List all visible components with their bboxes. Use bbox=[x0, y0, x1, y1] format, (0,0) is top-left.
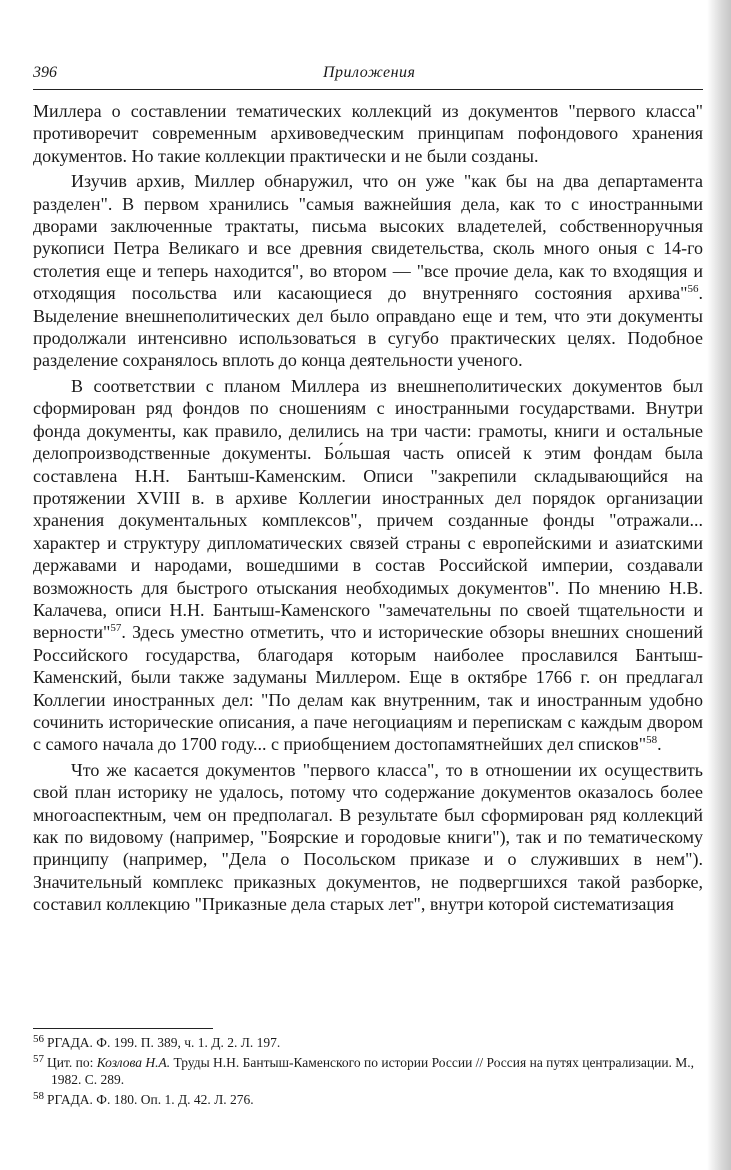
footnote-ref-58: 58 bbox=[646, 734, 658, 747]
footnote-text: РГАДА. Ф. 180. Оп. 1. Д. 42. Л. 276. bbox=[47, 1092, 254, 1107]
header-rule bbox=[33, 89, 703, 90]
paragraph-3 bbox=[33, 375, 703, 756]
footnote-ref-57: 57 bbox=[110, 622, 122, 635]
footnote-rule bbox=[33, 1028, 213, 1029]
paragraph-2-text-b: . Выделение внешнеполитических дел было оправдано еще и тем, что эти документы продолжали интенсивно использоваться в сугубо практических целях. Подобное разделение сохранялось вплоть до конца деятельности ученого. bbox=[33, 283, 703, 371]
running-title: Приложения bbox=[323, 64, 416, 81]
footnotes bbox=[33, 1034, 703, 1111]
body-text bbox=[33, 100, 703, 919]
footnote-prefix: Цит. по: bbox=[47, 1055, 97, 1070]
footnote-number: 58 bbox=[33, 1089, 44, 1102]
page-edge-shadow bbox=[707, 0, 731, 1170]
footnote-57 bbox=[33, 1054, 703, 1088]
paragraph-2-text-a: Изучив архив, Миллер обнаружил, что он уже "как бы на два департамента разделен". В первом хранились "самыя важнейшия дела, как то с иностранными дворами заключенные трактаты, письма высоких владетелей, собственноручныя рукописи Петра Великаго и все древния свидетельства, сколь много оныя с 14-го столетия еще и теперь находится", во втором — "все прочие дела, как то входящия и отходящия посольства или касающиеся до внутренняго состояния архива" bbox=[33, 171, 703, 304]
page-number: 396 bbox=[33, 64, 57, 81]
footnote-author: Козлова Н.А. bbox=[96, 1055, 171, 1070]
page-header bbox=[33, 64, 703, 88]
paragraph-4: Что же касается документов "первого класса", то в отношении их осуществить свой план историку не удалось, потому что содержание документов оказалось более многоаспектным, чем он предполагал. В результате был сформирован ряд коллекций как по видовому (например, "Боярские и городовые книги"), так и по тематическому принципу (например, "Дела о Посольском приказе и о служивших в нем"). Значительный комплекс приказных документов, не подвергшихся такой разборке, составил коллекцию "Приказные дела старых лет", внутри которой систематизация bbox=[33, 759, 703, 915]
paragraph-1: Миллера о составлении тематических коллекций из документов "первого класса" противоречит современным архивоведческим принципам пофондового хранения документов. Но такие коллекции практически и не были созданы. bbox=[33, 101, 703, 166]
paragraph-2 bbox=[33, 170, 703, 372]
footnote-number: 57 bbox=[33, 1052, 44, 1065]
footnote-ref-56: 56 bbox=[687, 283, 699, 296]
paragraph-3-text-c: . bbox=[657, 734, 662, 755]
footnote-56 bbox=[33, 1034, 703, 1051]
footnote-text: РГАДА. Ф. 199. П. 389, ч. 1. Д. 2. Л. 197. bbox=[47, 1035, 281, 1050]
footnote-number: 56 bbox=[33, 1032, 44, 1045]
paragraph-3-text-b: . Здесь уместно отметить, что и исторические обзоры внешних сношений Российского государства, благодаря которым наиболее прославился Бантыш-Каменский, были также задуманы Миллером. Еще в октябре 1766 г. он предлагал Коллегии иностранных дел: "По делам как внутренним, так и иностранным удобно сочинить исторические описания, а паче негоциациям и перепискам с каждым двором с самого начала до 1700 году... с приобщением достопамятнейших дел списков" bbox=[33, 622, 703, 755]
footnote-text: Труды Н.Н. Бантыш-Каменского по истории России // Россия на путях централизации. М., 1982. С. 289. bbox=[51, 1055, 695, 1087]
paragraph-3-text-a: В соответствии с планом Миллера из внешнеполитических документов был сформирован ряд фондов по сношениям с иностранными государствами. Внутри фонда документы, как правило, делились на три части: грамоты, книги и остальные делопроизводственные документы. Бо́льшая часть описей к этим фондам была составлена Н.Н. Бантыш-Каменским. Описи "закрепили складывающийся на протяжении XVIII в. в архиве Коллегии иностранных дел порядок организации хранения документальных комплексов", причем созданные фонды "отражали... характер и структуру дипломатических связей страны с европейскими и азиатскими державами и народами, вошедшими в состав Российской империи, создавали возможность для быстрого отыскания необходимых документов". По мнению Н.В. Калачева, описи Н.Н. Бантыш-Каменского "замечательны по своей тщательности и верности" bbox=[33, 375, 703, 643]
footnote-58 bbox=[33, 1091, 703, 1108]
